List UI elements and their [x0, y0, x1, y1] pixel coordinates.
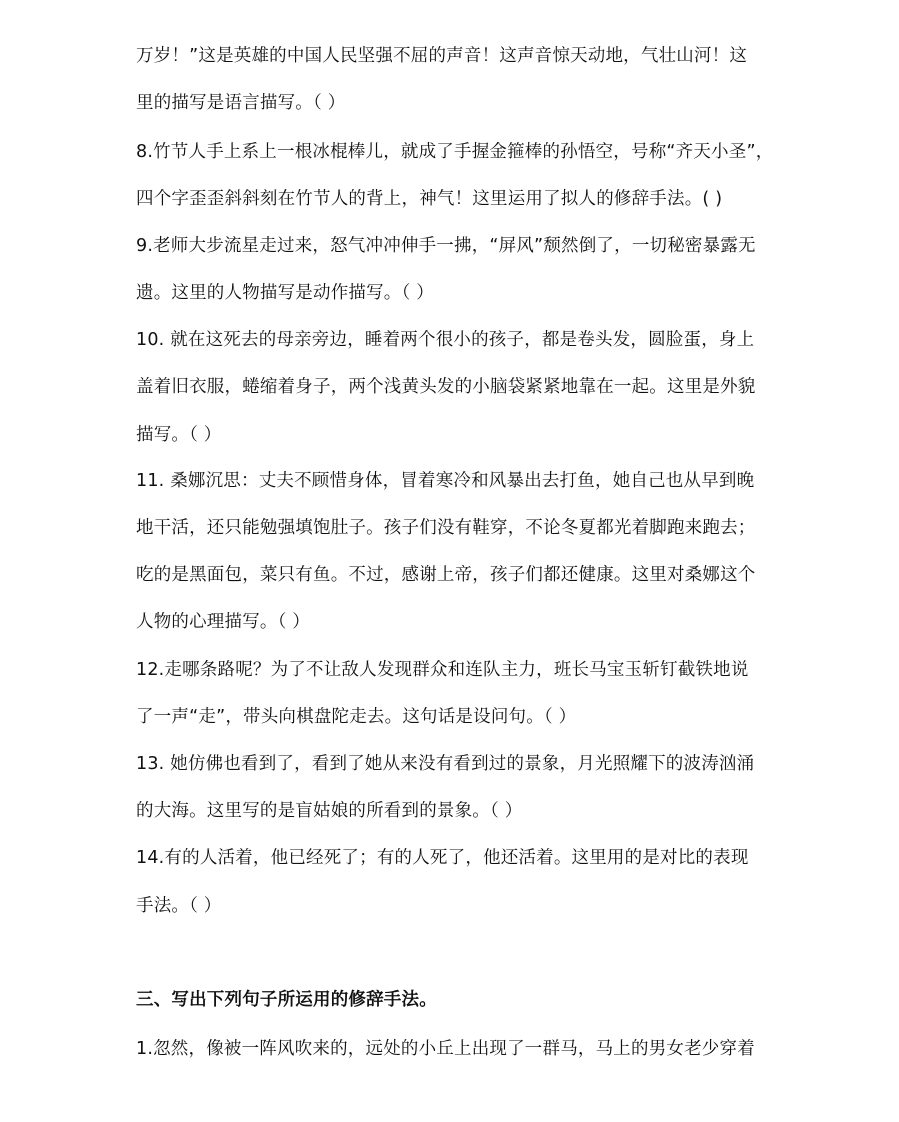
text-line: 手法。（ ）: [136, 896, 222, 916]
text-line: 的大海。这里写的是盲姑娘的所看到的景象。（ ）: [136, 801, 523, 821]
text-line: 四个字歪歪斜斜刻在竹节人的背上，神气！这里运用了拟人的修辞手法。( ): [136, 189, 723, 209]
text-line: 描写。（ ）: [136, 425, 222, 445]
text-line: 地干活，还只能勉强填饱肚子。孩子们没有鞋穿，不论冬夏都光着脚跑来跑去；: [136, 518, 756, 538]
text-line: 人物的心理描写。（ ）: [136, 612, 311, 632]
question-8-line: 8.竹节人手上系上一根冰棍棒儿，就成了手握金箍棒的孙悟空，号称“齐天小圣”，: [136, 142, 774, 162]
text-line: 吃的是黑面包，菜只有鱼。不过，感谢上帝，孩子们都还健康。这里对桑娜这个: [136, 565, 756, 585]
text-line: 里的描写是语言描写。（ ）: [136, 93, 346, 113]
question-12-line: 12.走哪条路呢？为了不让敌人发现群众和连队主力，班长马宝玉斩钉截铁地说: [136, 660, 749, 680]
section-heading: 三、写出下列句子所运用的修辞手法。: [136, 990, 437, 1010]
question-1-line: 1.忽然，像被一阵风吹来的，远处的小丘上出现了一群马，马上的男女老少穿着: [136, 1039, 755, 1059]
text-line: 万岁！”这是英雄的中国人民坚强不屈的声音！这声音惊天动地，气壮山河！这: [136, 46, 748, 66]
question-9-line: 9.老师大步流星走过来，怒气冲冲伸手一拂，“屏风”颓然倒了，一切秘密暴露无: [136, 236, 756, 256]
question-10-line: 10. 就在这死去的母亲旁边，睡着两个很小的孩子，都是卷头发，圆脸蛋，身上: [136, 330, 755, 350]
text-line: 盖着旧衣服，蜷缩着身子，两个浅黄头发的小脑袋紧紧地靠在一起。这里是外貌: [136, 377, 756, 397]
text-line: 遗。这里的人物描写是动作描写。（ ）: [136, 283, 434, 303]
question-11-line: 11. 桑娜沉思：丈夫不顾惜身体，冒着寒冷和风暴出去打鱼，她自己也从早到晚: [136, 471, 755, 491]
question-13-line: 13. 她仿佛也看到了，看到了她从来没有看到过的景象，月光照耀下的波涛汹涌: [136, 754, 755, 774]
question-14-line: 14.有的人活着，他已经死了；有的人死了，他还活着。这里用的是对比的表现: [136, 848, 749, 868]
text-line: 了一声“走”，带头向棋盘陀走去。这句话是设问句。（ ）: [136, 707, 577, 727]
